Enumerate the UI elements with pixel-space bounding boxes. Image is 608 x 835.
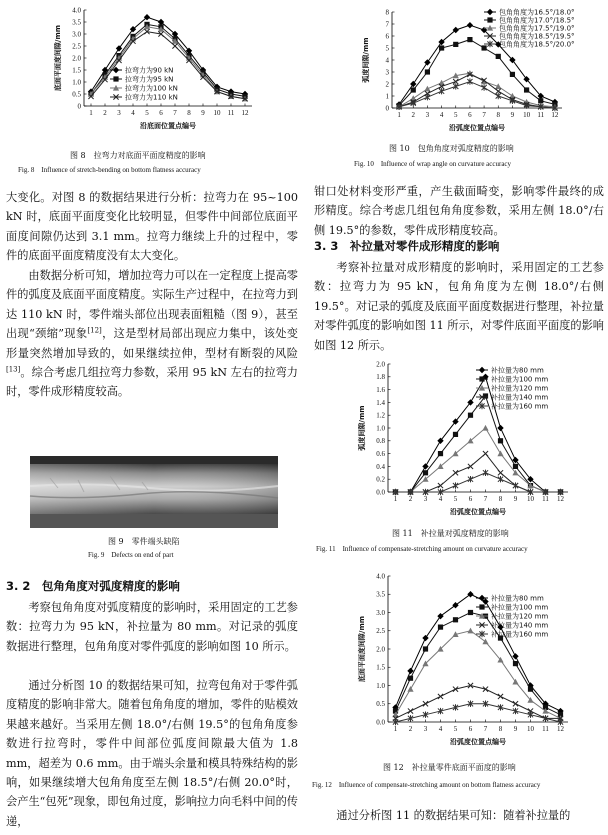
y-tick-label: 1.0 xyxy=(376,681,385,690)
data-point xyxy=(422,635,428,641)
legend-label: 补拉量为160 mm xyxy=(491,402,549,411)
y-tick-label: 3 xyxy=(385,68,389,77)
legend-marker xyxy=(113,76,118,81)
y-tick-label: 0.6 xyxy=(376,450,385,458)
data-point xyxy=(513,464,518,469)
x-tick-label: 11 xyxy=(542,725,549,733)
x-tick-label: 4 xyxy=(131,109,135,117)
x-tick-label: 10 xyxy=(527,725,534,733)
data-point xyxy=(411,87,416,92)
x-tick-label: 7 xyxy=(482,111,486,119)
section-3-3-heading: 3. 3 补拉量对零件成形精度的影响 xyxy=(314,239,500,253)
x-tick-label: 11 xyxy=(227,109,235,117)
data-point xyxy=(528,687,533,692)
x-axis-title: 沿弧度位置点编号 xyxy=(449,124,505,132)
x-axis-title: 沿底面位置点编号 xyxy=(140,122,196,130)
section-3-2-heading: 3. 2 包角角度对弧度精度的影响 xyxy=(6,579,180,593)
y-tick-label: 0.0 xyxy=(376,718,385,727)
data-point xyxy=(438,694,443,699)
legend-label: 拉弯力为95 kN xyxy=(125,75,174,84)
y-tick-label: 4.0 xyxy=(72,6,81,15)
figure-10-caption-en: Fig. 10 Influence of wrap angle on curvature accuracy xyxy=(354,160,512,168)
figure-10-caption-zh: 图 10 包角角度对弧度精度的影响 xyxy=(389,144,514,153)
legend-marker xyxy=(479,367,485,373)
data-point xyxy=(468,464,473,469)
y-axis-title: 底面平面度间隙/mm xyxy=(54,24,62,92)
x-tick-label: 9 xyxy=(513,495,518,503)
legend-label: 包角角度为16.5°/18.0° xyxy=(499,8,575,17)
data-point xyxy=(423,646,428,651)
citation-13: [13] xyxy=(6,365,21,374)
data-point xyxy=(483,451,488,456)
legend-label: 包角角度为17.5°/19.0° xyxy=(499,24,575,33)
x-tick-label: 6 xyxy=(468,495,473,503)
data-point xyxy=(513,701,518,706)
y-tick-label: 0.2 xyxy=(376,475,385,484)
figure-9-caption-zh: 图 9 零件端头缺陷 xyxy=(108,537,180,546)
series-3 xyxy=(396,70,558,109)
data-point xyxy=(467,78,472,84)
data-point xyxy=(468,610,473,615)
data-point xyxy=(438,451,443,456)
x-axis-title: 沿弧度位置点编号 xyxy=(450,738,506,746)
legend-label: 包角角度为18.5°/20.0° xyxy=(499,40,575,49)
left-paragraph-2-part-a: 由数据分析可知，增加拉弯力可以在一定程度上提高零件的弧度及底面平面度精度。实际生产过程中，在拉弯力到达 110 kN 时，零件端头部位出现表面粗糙（图 9），甚至出现“颈缩”现象 xyxy=(6,269,298,341)
y-tick-label: 0.0 xyxy=(376,488,385,497)
figure-12-svg xyxy=(352,568,574,754)
y-tick-label: 3.5 xyxy=(376,590,385,599)
figure-11-caption-en: Fig. 11 Influence of compensate-stretching amount on curvature accuracy xyxy=(316,545,528,553)
data-point xyxy=(453,83,458,89)
x-axis-title: 沿弧度位置点编号 xyxy=(450,508,506,516)
y-tick-label: 1.5 xyxy=(72,66,81,75)
series-line xyxy=(396,454,561,492)
x-tick-label: 2 xyxy=(411,111,415,119)
series-4 xyxy=(393,683,563,721)
series-4 xyxy=(393,451,563,495)
y-tick-label: 0.8 xyxy=(376,437,385,446)
x-tick-label: 12 xyxy=(241,109,249,117)
x-tick-label: 7 xyxy=(483,725,488,733)
legend-label: 补拉量为120 mm xyxy=(491,612,549,621)
y-tick-label: 1.0 xyxy=(72,78,81,87)
y-tick-label: 1 xyxy=(385,92,389,101)
x-tick-label: 1 xyxy=(89,109,93,117)
data-point xyxy=(410,81,416,87)
x-tick-label: 12 xyxy=(557,495,564,503)
y-tick-label: 0 xyxy=(77,102,81,111)
x-tick-label: 2 xyxy=(103,109,107,117)
legend-label: 补拉量为140 mm xyxy=(491,621,549,630)
data-point xyxy=(498,694,503,699)
series-line xyxy=(396,631,561,719)
x-tick-label: 1 xyxy=(393,495,398,503)
x-tick-label: 8 xyxy=(496,111,500,119)
chart-legend xyxy=(476,366,548,411)
data-point xyxy=(512,653,518,659)
data-point xyxy=(467,22,473,28)
x-tick-label: 3 xyxy=(117,109,121,117)
legend-label: 拉弯力为100 kN xyxy=(125,84,178,93)
data-point xyxy=(425,94,430,100)
legend-marker xyxy=(479,376,484,381)
y-tick-label: 6 xyxy=(385,32,389,41)
left-paragraph-2 xyxy=(6,266,298,402)
y-tick-label: 1.4 xyxy=(376,398,385,407)
y-tick-label: 3.0 xyxy=(72,30,81,39)
x-tick-label: 3 xyxy=(423,495,428,503)
y-tick-label: 1.2 xyxy=(376,411,385,420)
data-point xyxy=(453,470,458,475)
figure-9-photo xyxy=(30,456,278,528)
y-axis-title: 弧度间隙/mm xyxy=(358,405,366,451)
x-tick-label: 7 xyxy=(483,495,488,503)
x-tick-label: 3 xyxy=(425,111,430,119)
figure-11-chart xyxy=(352,356,574,516)
x-tick-label: 10 xyxy=(523,111,531,119)
data-point xyxy=(408,708,413,713)
y-tick-label: 2.0 xyxy=(376,645,385,654)
y-tick-label: 2.5 xyxy=(376,627,385,636)
series-line xyxy=(399,40,555,106)
series-4 xyxy=(396,72,557,111)
data-point xyxy=(453,482,458,488)
data-point xyxy=(424,86,430,92)
figure-11-svg xyxy=(352,356,574,516)
y-tick-label: 2 xyxy=(385,80,389,89)
data-point xyxy=(498,438,503,443)
y-tick-label: 1.5 xyxy=(376,663,385,672)
x-tick-label: 9 xyxy=(201,109,205,117)
x-tick-label: 2 xyxy=(408,725,413,733)
y-tick-label: 4 xyxy=(385,56,389,65)
data-point xyxy=(172,43,177,48)
left-paragraph-4: 通过分析图 10 的数据结果可知，拉弯包角对于零件弧度精度的影响非常大。随着包角角度的增加，零件的贴模效果越来越好。当采用左侧 18.0°/右侧 19.5°的包角角度参数进行拉弯时，零件中间部位弧度间隙最大值为 1.8 mm，超差为 0.6 mm。由于端头余量和模具特殊结构的影响，如果继续增大包角角度至左侧 18.5°/右侧 20.0°时，会产生“包死”现象，即包角过度，影响拉力向毛料中间的传递， xyxy=(6,679,298,828)
x-tick-label: 1 xyxy=(393,725,398,733)
data-point xyxy=(513,661,518,666)
legend-label: 补拉量为120 mm xyxy=(491,384,549,393)
legend-label: 补拉量为100 mm xyxy=(491,603,549,612)
legend-label: 补拉量为100 mm xyxy=(491,375,549,384)
figure-8-chart xyxy=(48,4,258,136)
data-point xyxy=(467,628,473,634)
x-tick-label: 5 xyxy=(454,111,458,119)
data-point xyxy=(422,463,428,469)
data-point xyxy=(483,470,488,476)
data-point xyxy=(439,88,444,94)
data-point xyxy=(453,42,458,47)
legend-label: 拉弯力为110 kN xyxy=(125,93,178,102)
y-axis-title: 底面平面度间隙/mm xyxy=(358,615,366,683)
x-tick-label: 12 xyxy=(557,725,564,733)
y-tick-label: 8 xyxy=(385,8,389,17)
data-point xyxy=(423,470,428,475)
left-paragraph-1: 大变化。对图 8 的数据结果进行分析：拉弯力在 95~100 kN 时，底面平面度变化比较明显，但零件中间部位底面平面度间隙仍达到 3.1 mm。拉弯力继续上升的过程中，零件的底面平面度精度没有太大变化。 xyxy=(6,191,298,263)
y-axis-title: 弧度间隙/mm xyxy=(362,37,370,83)
x-tick-label: 4 xyxy=(438,495,443,503)
legend-label: 补拉量为160 mm xyxy=(491,630,549,639)
x-tick-label: 6 xyxy=(468,111,472,119)
figure-9-caption-en: Fig. 9 Defects on end of part xyxy=(88,551,174,559)
x-tick-label: 10 xyxy=(213,109,221,117)
x-tick-label: 3 xyxy=(423,725,428,733)
y-tick-label: 2.0 xyxy=(72,54,81,63)
y-tick-label: 5 xyxy=(385,44,389,53)
data-point xyxy=(453,617,458,622)
legend-label: 包角角度为17.0°/18.5° xyxy=(499,16,575,25)
data-point xyxy=(498,470,503,475)
legend-marker xyxy=(487,17,492,22)
x-tick-label: 6 xyxy=(468,725,473,733)
y-tick-label: 1.0 xyxy=(376,424,385,433)
figure-12-chart xyxy=(352,568,574,754)
x-tick-label: 7 xyxy=(173,109,177,117)
citation-12: [12] xyxy=(87,326,102,335)
x-tick-label: 8 xyxy=(187,109,191,117)
y-tick-label: 2.0 xyxy=(376,360,385,369)
legend-label: 拉弯力为90 kN xyxy=(125,66,174,75)
data-point xyxy=(497,451,503,457)
data-point xyxy=(524,87,529,92)
figure-8-svg xyxy=(48,4,258,136)
data-point xyxy=(496,93,501,99)
data-point xyxy=(481,45,486,50)
data-point xyxy=(482,425,488,431)
legend-label: 补拉量为80 mm xyxy=(491,366,544,375)
left-paragraph-3: 考察包角角度对弧度精度的影响时，采用固定的工艺参数：拉弯力为 95 kN，补拉量为 80 mm。对记录的弧度数据进行整理，包角角度对零件弧度的影响如图 10 所示。 xyxy=(6,601,298,653)
x-tick-label: 12 xyxy=(551,111,559,119)
x-tick-label: 5 xyxy=(453,725,458,733)
series-line xyxy=(396,686,561,719)
right-paragraph-3: 通过分析图 11 的数据结果可知：随着补拉量的 xyxy=(336,809,571,822)
figure-9-photo-svg xyxy=(30,456,278,528)
data-point xyxy=(481,84,486,90)
data-point xyxy=(467,37,472,42)
y-tick-label: 3.5 xyxy=(72,18,81,27)
x-tick-label: 1 xyxy=(397,111,401,119)
data-point xyxy=(468,476,473,482)
x-tick-label: 8 xyxy=(498,495,503,503)
y-tick-label: 0 xyxy=(385,104,389,113)
data-point xyxy=(423,701,428,706)
y-tick-label: 0.4 xyxy=(376,462,385,471)
figure-12-caption-zh: 图 12 补拉量零件底面平面度的影响 xyxy=(383,763,516,772)
x-tick-label: 10 xyxy=(527,495,534,503)
x-tick-label: 8 xyxy=(498,725,503,733)
figure-8-caption-en: Fig. 8 Influence of stretch-bending on bottom flatness accuracy xyxy=(18,166,201,174)
data-point xyxy=(407,686,413,692)
data-point xyxy=(438,625,443,630)
legend-label: 包角角度为18.5°/19.5° xyxy=(499,32,575,41)
legend-marker xyxy=(479,604,484,609)
figure-10-svg xyxy=(360,4,575,136)
x-tick-label: 4 xyxy=(438,725,443,733)
data-point xyxy=(439,45,444,50)
left-paragraph-2-part-b: ，这是型材局部出现应力集中，该处变形量突然增加导致的，如果继续拉伸，型材有断裂的风险 xyxy=(6,327,298,360)
data-point xyxy=(482,639,488,645)
x-tick-label: 5 xyxy=(453,495,458,503)
legend-marker xyxy=(487,9,493,15)
data-point xyxy=(425,69,430,74)
data-point xyxy=(453,432,458,437)
data-point xyxy=(438,483,443,488)
data-point xyxy=(497,425,503,431)
x-tick-label: 5 xyxy=(145,109,149,117)
right-paragraph-1: 钳口处材料变形严重，产生截面畸变，影响零件最终的成形精度。综合考虑几组包角角度参数，采用左侧 18.0°/右侧 19.5°的参数，零件成形精度较高。 xyxy=(314,185,604,237)
data-point xyxy=(424,59,430,65)
x-tick-label: 11 xyxy=(542,495,549,503)
data-point xyxy=(468,413,473,418)
x-tick-label: 4 xyxy=(439,111,444,119)
data-point xyxy=(496,54,501,59)
legend-label: 补拉量为80 mm xyxy=(491,594,544,603)
right-paragraph-2: 考察补拉量对成形精度的影响时，采用固定的工艺参数：拉弯力为 95 kN，包角角度为左侧 18.0°/右侧 19.5°。对记录的弧度及底面平面度数据进行整理，补拉量对零件弧度的影响如图 11 所示，对零件底面平面度的影响如图 12 所示。 xyxy=(314,261,604,352)
y-tick-label: 3.0 xyxy=(376,608,385,617)
series-5 xyxy=(393,701,563,726)
y-tick-label: 1.6 xyxy=(376,386,385,394)
data-point xyxy=(408,676,413,681)
legend-label: 补拉量为140 mm xyxy=(491,393,549,402)
y-tick-label: 0.5 xyxy=(376,700,385,709)
y-tick-label: 1.8 xyxy=(376,373,385,382)
data-point xyxy=(513,482,518,488)
data-point xyxy=(498,476,503,482)
x-tick-label: 9 xyxy=(510,111,515,119)
figure-8-caption-zh: 图 8 拉弯力对底面平面度精度的影响 xyxy=(70,151,206,160)
chart-legend xyxy=(110,66,178,102)
y-tick-label: 2.5 xyxy=(72,42,81,51)
figure-12-caption-en: Fig. 12 Influence of compensate-stretching amount on bottom flatness accuracy xyxy=(312,781,541,789)
figure-11-caption-zh: 图 11 补拉量对弧度精度的影响 xyxy=(392,529,509,538)
y-tick-label: 0.5 xyxy=(72,90,81,99)
y-tick-label: 4.0 xyxy=(376,572,385,581)
left-paragraph-2-part-c: 。综合考虑几组拉弯力参数，采用 95 kN 左右的拉弯力时，零件成形精度较高。 xyxy=(6,366,298,399)
figure-10-chart xyxy=(360,4,575,136)
x-tick-label: 9 xyxy=(513,725,518,733)
x-tick-label: 2 xyxy=(408,495,413,503)
data-point xyxy=(512,679,518,685)
x-tick-label: 11 xyxy=(537,111,545,119)
data-point xyxy=(510,72,515,77)
x-tick-label: 6 xyxy=(159,109,163,117)
y-tick-label: 7 xyxy=(385,20,389,29)
